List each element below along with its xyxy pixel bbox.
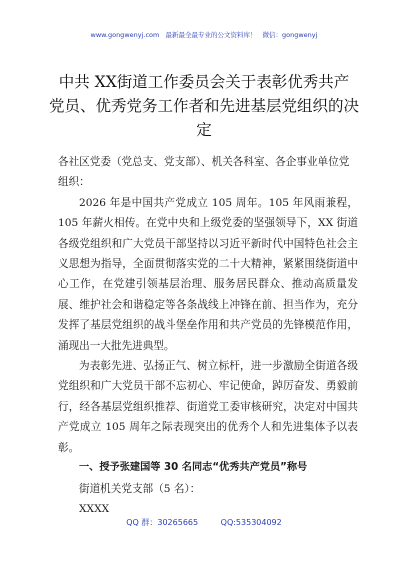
- title-line-2: 党员、优秀党务工作者和先进基层党组织的决: [48, 97, 359, 115]
- header-slogan: 最新最全最专业的公文资料库！: [165, 31, 257, 39]
- document-body: [58, 152, 358, 519]
- document-title: [40, 70, 368, 142]
- header-wechat: 微信：gongwenyj: [262, 31, 318, 39]
- member-name: XXXX: [79, 502, 110, 515]
- header-site-link[interactable]: www.gongwenyj.com: [90, 31, 160, 39]
- section-heading-1: 一、授予张建国等 30 名同志“优秀共产党员”称号: [79, 462, 308, 474]
- title-line-1: 中共 XX街道工作委员会关于表彰优秀共产: [58, 73, 350, 91]
- paragraph-2: 为表彰先进、弘扬正气、树立标杆，进一步激励全街道各级党组织和广大党员干部不忘初心、牢记使命，踔厉奋发、勇毅前行，经各基层党组织推荐、街道党工委审核研究，决定对中国共产党成立 105 周年之际表现突出的优秀个人和先进集体予以表彰。: [58, 360, 358, 454]
- page-footer: [0, 517, 408, 528]
- page-header: [0, 30, 408, 39]
- footer-qq: QQ:535304092: [220, 518, 282, 527]
- title-line-3: 定: [196, 121, 212, 139]
- branch-label: 街道机关党支部（5 名）：: [79, 482, 201, 495]
- salutation: 各社区党委（党总支、党支部）、机关各科室、各企事业单位党组织：: [58, 156, 350, 189]
- paragraph-1: 2026 年是中国共产党成立 105 周年。105 年风雨兼程，105 年薪火相传。在党中央和上级党委的坚强领导下，XX 街道各级党组织和广大党员干部坚持以习近平新时代中国特色社会主义思想为指导，全面贯彻落实党的二十大精神，紧紧围绕街道中心工作，在党建引领基层治理、服务居民群众、推动高质量发展、维护社会和谐稳定等各条战线上冲锋在前、担当作为，充分发挥了基层党组织的战斗堡垒作用和共产党员的先锋模范作用，涌现出一大批先进典型。: [58, 196, 358, 352]
- footer-qq-group: QQ 群：30265665: [126, 518, 199, 527]
